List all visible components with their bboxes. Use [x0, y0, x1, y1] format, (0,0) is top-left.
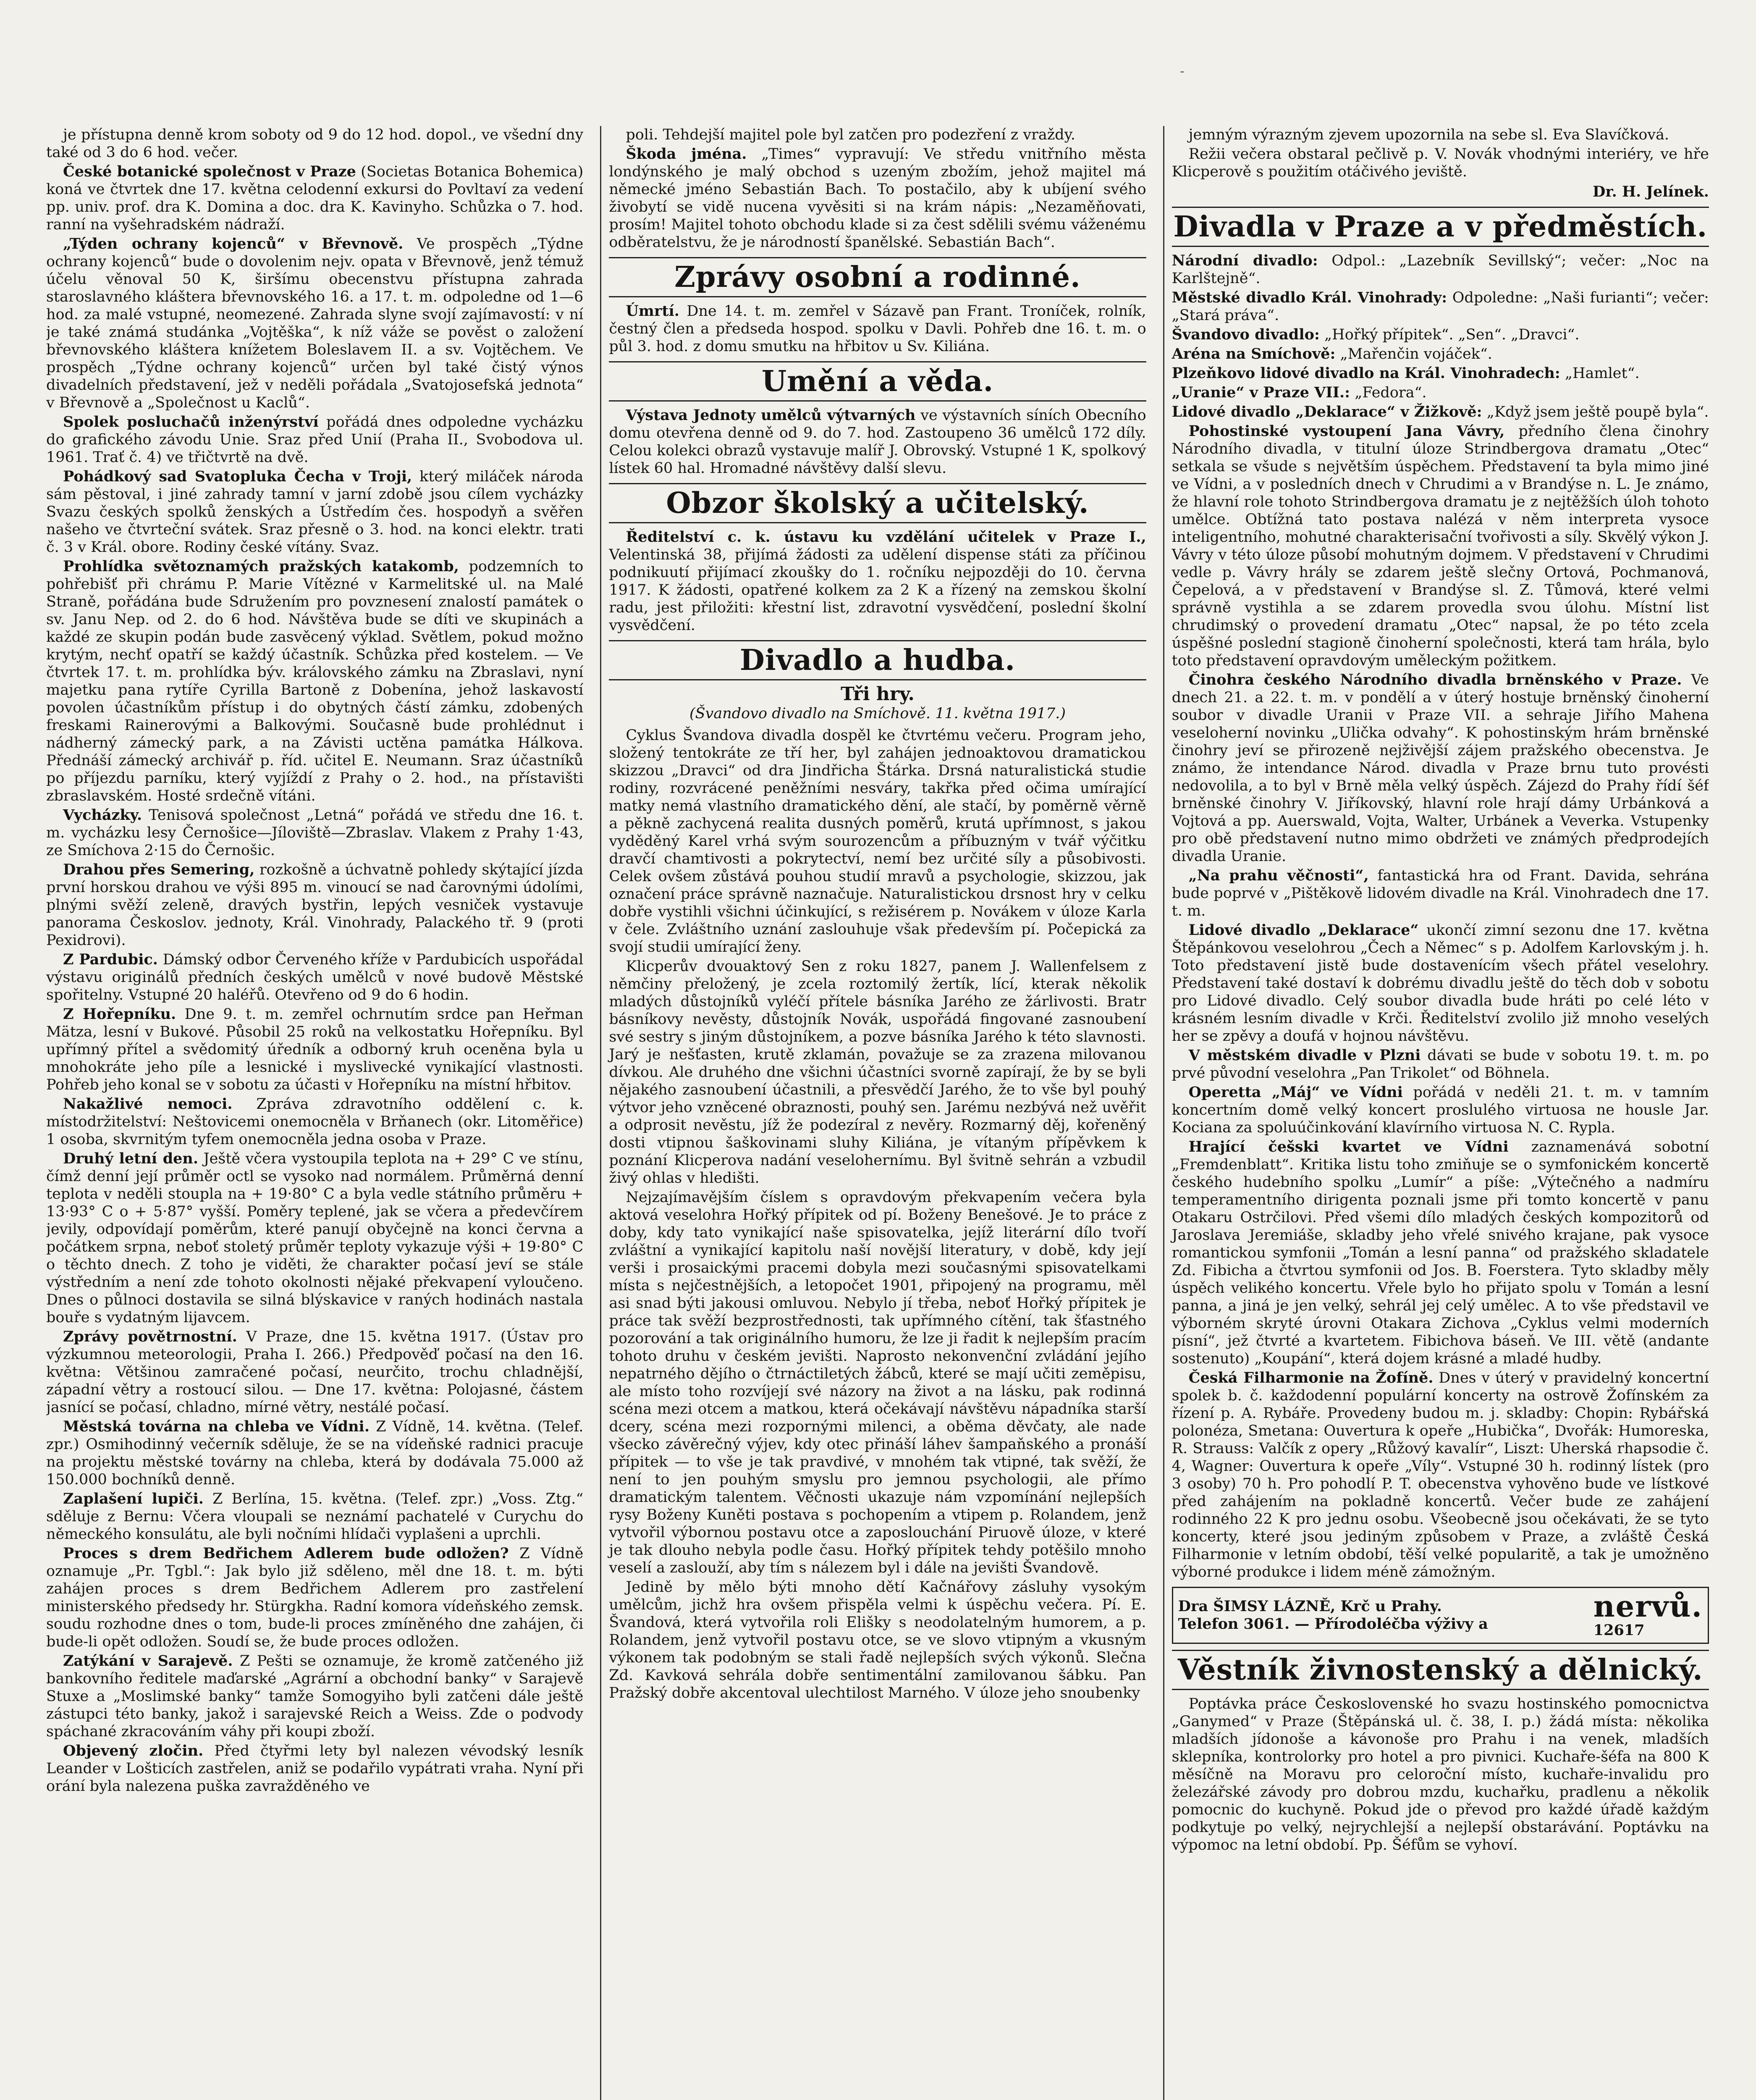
news-item	[609, 302, 1146, 355]
news-item	[46, 1742, 583, 1795]
item-text: předního člena činohry Národního divadla, v titulní úloze Strindbergova dramatu „Otec“ setkala se všude s největším úspěchem. Představení ta byla mimo jiné ve Vídni, a v posledních dnech v Chrudimi a v Brandýse n. L. Je známo, že hlavní role tohoto Strindbergova dramatu je z nejtěžších úloh tohoto umělce. Obtížná tato postava nalézá v něm interpreta vysoce inteligentního, mohutné charakterisační tvořivosti a síly. Skvělý výkon J. Vávry v této úloze působí mohutným dojmem. V představení v Chrudimi vedle p. Vávry hrály se zdarem ještě slečny Ortová, Pochmanová, Čepelová, a v představení v Brandýse sl. Z. Tůmová, které velmi správně vystihla a se zdarem provedla svou úlohu. Místní list chrudimský o provedení dramatu „Otec“ napsal, že po této zcela úspěšné poslední stagioně činoherní společnosti, která tam hrála, bylo toto představení opravdovým uměleckým požitkem.	[1172, 423, 1709, 669]
item-text: „Hamlet“.	[1565, 365, 1640, 382]
news-item	[1172, 145, 1709, 181]
item-lead: Zatýkání v Sarajevě.	[63, 1652, 233, 1670]
news-item	[1172, 671, 1709, 865]
news-item	[1172, 289, 1709, 324]
theatre-listing	[1172, 252, 1709, 421]
item-text: Před čtyřmi lety byl nalezen vévodský lesník Leander v Lošticích zastřelen, aniž se podařilo vypátrati vraha. Nyní při orání byla nalezena puška zavražděného ve	[46, 1743, 584, 1795]
news-item	[1172, 1138, 1709, 1368]
item-text: Poptávka práce Československé ho svazu hostinského pomocnictva „Ganymed“ v Praze (Štěpánská ul. č. 38, I. p.) žádá místa: několika mladších jídonoše a kávonoše pro Prahu i na venek, mladších sklepníka, kontrolorky pro hotel a pro pivnici. Kuchaře-šéfa na 800 K měsíčně na Moravu pro celoroční místo, kuchaře-invalidu pro železářské závody pro dobrou mzdu, kuchařku, pradlenu a několik pomocnic do kuchyně. Pokud jde o převod pro každé úřadě každým podkytuje po velký, nejrychlejší a nejlepší obstarávání. Poptávku na výpomoc na letní období. Pp. Šéfům se vyhoví.	[1172, 1696, 1709, 1853]
section-heading-school: Obzor školský a učitelský.	[609, 483, 1146, 523]
news-item	[1172, 1084, 1709, 1137]
item-lead: Zaplašení lupiči.	[63, 1490, 204, 1507]
item-text: Zpráva zdravotního oddělení c. k. místodržitelství: Neštovicemi onemocněla v Brňanech (okr. Litoměřice) 1 osoba, skvrnitým tyfem onemocněla jedna osoba v Praze.	[46, 1096, 584, 1148]
section-heading-personal: Zprávy osobní a rodinné.	[609, 257, 1146, 297]
item-text: jemným výrazným zjevem upozornila na sebe sl. Eva Slavíčková.	[1188, 126, 1670, 143]
item-lead: Aréna na Smíchově:	[1172, 345, 1336, 362]
ad-headline: nervů.	[1593, 1589, 1703, 1624]
item-lead: Národní divadlo:	[1172, 252, 1318, 269]
news-item	[1172, 403, 1709, 421]
item-lead: „Uranie“ v Praze VII.:	[1172, 384, 1350, 401]
item-text: „Fedora“.	[1355, 384, 1427, 401]
item-text: Dne 9. t. m. zemřel ochrnutím srdce pan Heřman Mätza, lesní v Bukové. Působil 25 roků na velkostatku Hořepníku. Byl upřímný přítel a svědomitý úředník a odborný kruh oceněna byla u mnohokráte jeho píle a lesnické i myslivecké vynikající vlastnosti. Pohřeb jeho konal se v sobotu za účasti v Hořepníku na místní hřbitov.	[46, 1006, 584, 1093]
advertisement-box	[1172, 1587, 1709, 1644]
item-lead: Druhý letní den.	[63, 1150, 199, 1167]
item-text: pořádá v neděli 21. t. m. v tamním koncertním domě velký koncert proslulého virtuosa ne housle Jar. Kociana za spoluúčinkování klavírního virtuosa N. C. Rypla.	[1172, 1084, 1709, 1136]
item-text: Z Vídně, 14. května. (Telef. zpr.) Osmihodinný večerník sděluje, že se na vídeňské radnici pracuje na projektu městské továrny na chleba, která by dodávala 75.000 až 150.000 bochníků denně.	[46, 1418, 584, 1488]
item-text: Ve dnech 21. a 22. t. m. v pondělí a v úterý hostuje brněnský činoherní soubor v divadle Uranii v Praze VII. a sehraje Jiřího Mahena veseloherní novinku „Ulička odvahy“. K pohostinským hrám brněnské činohry jeví se přirozeně nejživější zájem pražského obecenstva. Je známo, že intendance Národ. divadla v Praze brnu tuto provésti nedovolila, a to byl v Brně měla velký úspěch. Zájezd do Prahy řídí šéf brněnské činohry V. Jiříkovský, hlavní role hrají dámy Urbánková a Vojtová a pp. Auerswald, Vojta, Walter, Urbánek a Veverka. Vstupenky pro obě představení nutno mimo obdržeti ve známých předprodejích divadla Uranie.	[1172, 672, 1709, 865]
item-lead: Hrající češski kvartet ve Vídni	[1188, 1138, 1509, 1155]
news-item	[1172, 252, 1709, 287]
item-lead: Proces s drem Bedřichem Adlerem bude odložen?	[63, 1545, 509, 1562]
news-item	[46, 468, 583, 556]
news-item	[1172, 423, 1709, 669]
item-text: Velentinská 38, přijímá žádosti za udělení dispense státi za příčinou podnikuutí přijímací zkoušky do 1. ročníku nejpozději do 10. června 1917. K žádosti, opatřené kolkem za 2 K a řízený na zemskou školní radu, jest přiložiti: křestní list, zdravotní vysvědčení, poslední školní vysvědčení.	[609, 546, 1146, 634]
news-item	[46, 1652, 583, 1740]
review-paragraph: Nejzajímavějším číslem s opravdovým překvapením večera byla aktová veselohra Hořký přípitek od pí. Boženy Benešové. Je to práce z doby, kdy tato vynikající naše spisovatelka, jejíž literární dílo tvoří zvláštní a vynikající kapitolu naší novější literatury, v době, kdy její verši i prosaickými pracemi dobyla mezi současnými spisovatelkami místa s nejčestnějších, a letopočet 1901, připojený na programu, měl asi snad býti jakousi omluvou. Nebylo jí třeba, neboť Hořký přípitek je práce tak svěží bezprostřednosti, tak upřímného cítění, tak šťastného pozorování a tak originálního humoru, že lze ji řadit k nejlepším pracím tohoto druhu v českém jevišti. Naprosto nekonvenční zvládání jejího nepatrného dějího o čtrnáctiletých žábců, které se mají učiti zeměpisu, ale místo toho rozvíjejí své názory na život a na lásku, pak rodinná scéna mezi otcem a matkou, která očekávají návštěvu nápadníka starší dcery, scéna mezi rozpornými milenci, a oběma děvčaty, ale nade všecko závěrečný výjev, kdy otec přináší láhev šampaňského a pronáší přípitek — to vše je tak pravdivé, v mnohém tak vtipné, tak svěží, že není to jen pouhým smyslu pro jemnou psychologii, ale přímo dramatickým talentem. Věčnosti ukazuje nám vzpomínání nejlepších rysy Boženy Kuněti postava s pochopením a vtipem p. Rolandem, jenž vytvořil výbornou postavu otce a zaposlouchání Piruově úloze, v které je tak dlouho nebyla podle času. Hořký přípitek tehdy potěšilo mnoho veselí a zaslouží, aby tím s nálezem byl i dále na jevišti Švandově.	[609, 1189, 1146, 1576]
item-text: V Praze, dne 15. května 1917. (Ústav pro výzkumnou meteorologii, Praha I. 266.) Předpověď počasí na den 16. května: Většinou zamračené počasí, neurčito, trochu chladnější, západní větry a rostoucí silou. — Dne 17. května: Polojasné, částem jasnící se počasí, chladno, mírné větry, nestálé počasí.	[46, 1328, 584, 1416]
news-item	[609, 126, 1146, 144]
item-lead: Vycházky.	[63, 806, 142, 824]
item-text: rozkošně a úchvatně pohledy skýtající jízda první horskou drahou ve výši 895 m. vinoucí se nad čarovnými údolími, plnými svěží zeleně, dravých bystřin, lepých vesniček vystavuje panorama Českoslov. jednoty, Král. Vinohrady, Palackého tř. 9 (proti Pexidrovi).	[46, 861, 584, 949]
item-lead: Městské divadlo Král. Vinohrady:	[1172, 289, 1447, 306]
review-subtitle: (Švandovo divadlo na Smíchově. 11. května 1917.)	[689, 705, 1066, 722]
review-paragraph: Cyklus Švandova divadla dospěl ke čtvrtému večeru. Program jeho, složený tentokráte ze tří her, byl zahájen jednoaktovou dramatickou skizzou „Dravci“ od dra Jindřicha Štárka. Drsná naturalistická studie rodiny, rozvrácené peněžními nesváry, takřka před očima umírající matky nemá vlastního dramatického dění, ale stačí, by poměrně věrně a pěkně zachycená realita dusných poměrů, krutá upřímnost, s jakou vyděděný Karel vrhá svým sourozencům a příbuzným v tvář výčitku dravčí chamtivosti a pokrytectví, nemí bez určité síly a působivosti. Celek ovšem zůstává pouhou studií mravů a psychologie, skizzou, jak označení práce správně naznačuje. Naturalistickou drsnost hry v celku dobře vystihli všichni účinkující, s režisérem p. Novákem v úloze Karla v čele. Zvláštního uznání zaslouhuje však především pí. Počepická za svojí studii umírající ženy.	[609, 727, 1146, 956]
item-text: Ve prospěch „Týdne ochrany kojenců“ bude o dovolenim nejv. opata v Břevnově, jenž témuž účelu věnoval 50 K, širšímu obecenstvu přístupna zahrada staroslavného kláštera břevnovského 16. a 17. t. m. odpoledne od 1—6 hod. za malé vstupné, neomezené. Zahrada slyne svojí zajímavostí: v ní je také známá studánka „Vojtěška“, k níž váže se pověst o založení břevnovského kláštera knížetem Boleslavem II. a sv. Vojtěchem. Ve prospěch „Týdne ochrany kojenců“ určen byl také čistý výnos divadelních představení, jež v neděli pořádala „Svatojosefská jednota“ v Břevnově a „Společnost u Kaclů“.	[46, 236, 584, 411]
column-middle	[600, 126, 1146, 2100]
item-lead: Švandovo divadlo:	[1172, 326, 1320, 343]
item-text: Režii večera obstaral pečlivě p. V. Novák vhodnými interiéry, ve hře Klicperově s použitím otáčivého jeviště.	[1172, 146, 1709, 180]
ad-right	[1594, 1591, 1703, 1639]
item-lead: „Týden ochrany kojenců“ v Břevnově.	[63, 235, 404, 252]
item-lead: V městském divadle v Plzni	[1188, 1047, 1421, 1064]
news-item	[46, 951, 583, 1004]
item-text: (Societas Botanica Bohemica) koná ve čtvrtek dne 17. května celodenní exkursi do Povltaví za vedení pp. univ. prof. dra K. Domina a doc. dra K. Kavinyho. Schůzka o 7. hod. ranní na vyšehradském nádraží.	[46, 163, 584, 233]
item-lead: České botanické společnost v Praze	[63, 163, 356, 180]
ad-text	[1178, 1598, 1488, 1633]
news-item	[1172, 1369, 1709, 1581]
section-heading-theatre: Divadlo a hudba.	[609, 640, 1146, 680]
item-text: „Times“ vypravují: Ve středu vnitřního města londýnského je malý obchod s uzeným zbožím, jehož majitel má německé jméno Sebastián Bach. To postačilo, aby k ubíjení svého živobytí se vidě nucena vyvěsiti si na krám nápis: „Nezaměňovati, prosím! Majitel tohoto obchodu klade si za čest sdělili svému váženému odběratelstvu, že je národností španělské. Sebastián Bach“.	[609, 146, 1146, 251]
news-item	[1172, 345, 1709, 363]
item-lead: Pohádkový sad Svatopluka Čecha v Troji,	[63, 468, 412, 485]
review-title: Tři hry.	[841, 683, 915, 705]
item-text: „Hořký přípitek“. „Sen“. „Dravci“.	[1324, 326, 1580, 343]
item-text: Odpol.: „Lazebník Sevillský“; večer: „Noc na Karlštejně“.	[1172, 252, 1709, 287]
news-item	[609, 145, 1146, 251]
page-mark: -	[1180, 63, 1185, 79]
item-lead: Drahou přes Semering,	[63, 861, 255, 878]
news-item	[46, 1545, 583, 1651]
review-paragraph: Klicperův dvouaktový Sen z roku 1827, panem J. Wallenfelsem z němčiny přeložený, je zcela roztomilý žertík, lící, kterak několik mladých důstojníků vyléčí přítele básníka Jarého ze žárlivosti. Bratr básníkovy nevěsty, důstojník Novák, uspořádá fingované zasnoubení své sestry s jiným důstojníkem, a pozve básníka Jarého k této slavnosti. Jarý je nešťasten, krutě zklamán, považuje se za zrazena milovanou dívkou. Ale druhého dne všichni účastníci svorně zapírají, že by se byli nějakého zasnoubení účastnili, a přesvědčí Jarého, že to vše byl pouhý výtvor jeho vzněcené obraznosti, pouhý sen. Jarému nezbývá než uvěřit a odprosit nevěstu, jíž že podezíral z nevěry. Rozmarný děj, kořeněný dosti vtipnou šaškovinami sluhy Kiliána, je vítaným přípěvkem k poznání Klicperova nadání veselohernímu. Byl švitně sehrán a vzbudil živý ohlas v hledišti.	[609, 958, 1146, 1186]
item-lead: Ředitelství c. k. ústavu ku vzdělání učitelek v Praze I.,	[626, 528, 1146, 546]
item-lead: Plzeňkovo lidové divadlo na Král. Vinohradech:	[1172, 365, 1560, 382]
ad-code: 12617	[1593, 1622, 1645, 1639]
news-item	[1172, 921, 1709, 1045]
item-text: Z Vídně oznamuje „Pr. Tgbl.“: Jak bylo již sděleno, měl dne 18. t. m. býti zahájen proces s drem Bedřichem Adlerem pro zastřelení ministerského předsedy hr. Stürgkha. Radní komora vídeňského zemsk. soudu rozhodne dnes o tom, bude-li proces zmíněného dne zahájen, či bude-li opět odložen. Soudí se, že bude proces odložen.	[46, 1545, 584, 1650]
section-heading-art: Umění a věda.	[609, 361, 1146, 402]
news-item	[46, 558, 583, 805]
item-text: fantastická hra od Frant. Davida, sehrána bude poprvé v „Pištěkově lidovém divadle na Král. Vinohradech dne 17. t. m.	[1172, 867, 1709, 919]
ad-line-2: Telefon 3061. — Přírodoléčba výživy a	[1178, 1615, 1488, 1633]
item-lead: Činohra českého Národního divadla brněnského v Praze.	[1188, 671, 1682, 688]
item-lead: Z Hořepníku.	[63, 1005, 176, 1023]
section-heading-theatres-today: Divadla v Praze a v předměstích.	[1172, 207, 1709, 247]
item-lead: Městská továrna na chleba ve Vídni.	[63, 1418, 370, 1435]
item-text: podzemních to pohřebišť při chrámu P. Marie Vítězné v Karmelitské ul. na Malé Straně, pořádána bude Sdružením pro povznesení znalostí památek o sv. Janu Nep. od 2. do 6 hod. Návštěva bude se díti ve skupinách a každé ze skupin podán bude zasvěcený výklad. Světlem, pokud možno krytým, nechť opatří se každý účastník. Schůzka před kostelem. — Ve čtvrtek 17. t. m. prohlídka býv. královského zámku na Zbraslavi, nyní majetku pana rytíře Cyrilla Bartoně z Dobenína, jehož laskavostí povolen účastníkům přístup i do obytných částí zámku, zdobených freskami Rainerovými a Balkovými. Současně bude prohlédnut i nádherný zámecký park, a na Závisti uctěna památka Hálkova. Přednáší zámecký archivář p. říd. učitel E. Neumann. Sraz účastníků po příjezdu parníku, který vyjíždí z Prahy o 2. hod., na přístavišti zbraslavském. Hosté srdečně vítáni.	[46, 558, 584, 804]
column-right	[1163, 126, 1709, 2100]
item-text: Tenisová společnost „Letná“ pořádá ve středu dne 16. t. m. vycházku lesy Černošice—Jíloviště—Zbraslav. Vlakem z Prahy 1·43, ze Smíchova 2·15 do Černošic.	[46, 807, 584, 859]
item-text: Z Berlína, 15. května. (Telef. zpr.) „Voss. Ztg.“ sděluje z Bernu: Včera vloupali se neznámí pachatelé v Curychu do německého konsulátu, ale byli nočními hlídači vyplašeni a uprchli.	[46, 1491, 584, 1543]
news-item	[46, 1150, 583, 1326]
news-item	[1172, 867, 1709, 920]
item-text: „Když jsem ještě poupě byla“.	[1486, 404, 1709, 420]
item-lead: Spolek posluchačů inženýrství	[63, 413, 319, 430]
newspaper-page	[46, 126, 1709, 2100]
item-lead: Objevený zločin.	[63, 1742, 204, 1759]
item-text: Ještě včera vystoupila teplota na + 29° C ve stínu, čímž denní její průměr octl se vysoko nad normálem. Průměrná denní teplota v neděli stoupla na + 19·80° C a byla vedle státního průměru + 13·93° C o + 5·87° vyšší. Poměry teplené, jak se včera a předevčírem jevily, odpovídají poměrům, které panují obyčejně na konci června a počátkem srpna, neboť stoletý průměr teploty vykazuje výši + 19·80° C o těchto dnech. Z toho je viděti, že charakter počasí jeví se stále výstředním a není zde tohoto okolnosti nějaké překvapení vyloučeno. Dnes o půlnoci dostavila se silná blýskavice v raných hodinách nastala bouře s vydatným lijavcem.	[46, 1150, 584, 1326]
item-lead: Nakažlivé nemoci.	[63, 1095, 233, 1113]
news-item	[1172, 1695, 1709, 1854]
news-item	[46, 235, 583, 412]
news-item	[46, 413, 583, 466]
item-text: „Mařenčin vojáček“.	[1340, 346, 1492, 362]
news-item	[1172, 126, 1709, 144]
column-left	[46, 126, 583, 2100]
item-lead: Úmrtí.	[626, 302, 679, 320]
item-text: ve výstavních síních Obecního domu otevřena denně od 9. do 7. hod. Zastoupeno 36 umělců 172 díly. Celou kolekci obrazů vystavuje malíř J. Obrovský. Vstupné 1 K, spolkový lístek 60 hal. Hromadné návštěvy další slevu.	[609, 407, 1146, 477]
item-text: ukončí zimní sezonu dne 17. května Štěpánkovou veselohrou „Čech a Němec“ s p. Adolfem Karlovským j. h. Toto představení jistě bude dostavenícím všech přátel veselohry. Představení také dostaví k dobrému divadlu ještě do těch dob v sobotu pro Lidové divadlo. Celý soubor divadla bude hráti po celé léto v krásném lesním divadle v Krči. Ředitelství zvolilo již mnoho veselých her se zpěvy a doufá v hojnou návštěvu.	[1172, 922, 1709, 1045]
ad-line-1: Dra ŠIMSY LÁZNĚ, Krč u Prahy.	[1178, 1598, 1442, 1615]
item-text: dávati se bude v sobotu 19. t. m. po prvé původní veselohra „Pan Trikolet“ od Böhnela.	[1172, 1047, 1709, 1082]
item-text: který miláček národa sám pěstoval, i jiné zahrady tamní v jarní zdobě jsou cílem vycházky Svazu českých spolků ženských a Ústředím čes. hospodyň a svěřen našeho ve čtvrteční svátek. Sraz přesně o 3. hod. na konci elektr. trati č. 3 v Král. obore. Rodiny české vítány. Svaz.	[46, 468, 584, 556]
news-item	[46, 1490, 583, 1543]
item-text: Odpoledne: „Naši furianti“; večer: „Stará práva“.	[1172, 289, 1709, 324]
news-item	[46, 126, 583, 161]
item-lead: Výstava Jednoty umělců výtvarných	[626, 407, 916, 424]
item-lead: Zprávy povětrnostní.	[63, 1328, 237, 1345]
item-text: je přístupna denně krom soboty od 9 do 12 hod. dopol., ve všední dny také od 3 do 6 hod. večer.	[46, 126, 584, 161]
item-lead: Škoda jména.	[626, 145, 747, 163]
news-item	[46, 1005, 583, 1094]
item-lead: Lidové divadlo „Deklarace“ v Žižkově:	[1172, 403, 1482, 420]
news-item	[609, 528, 1146, 634]
item-text: Dámský odbor Červeného kříže v Pardubicích uspořádal výstavu originálů předních českých umělců v nové budově Městské spořitelny. Vstupné 20 haléřů. Otevřeno od 9 do 6 hodin.	[46, 951, 584, 1003]
news-item	[46, 1418, 583, 1488]
news-item	[1172, 1047, 1709, 1082]
review-signature: Dr. H. Jelínek.	[1593, 183, 1709, 200]
news-item	[46, 861, 583, 949]
item-lead: Pohostinské vystoupení Jana Vávry,	[1188, 423, 1505, 440]
item-lead: Prohlídka světoznamých pražských katakomb,	[63, 558, 459, 575]
news-item	[46, 1328, 583, 1416]
news-item	[1172, 384, 1709, 402]
item-text: Dnes v úterý v pravidelný koncertní spolek b. č. každodenní populární koncerty na ostrově Žofínském za řízení p. A. Rybáře. Provedeny budou m. j. skladby: Chopin: Rybářská polonéza, Smetana: Ouvertura k opeře „Hubička“, Dvořák: Humoreska, R. Strauss: Valčík z opery „Růžový kavalír“, Liszt: Uherská rhapsodie č. 4, Wagner: Ouvertura k opeře „Víly“. Vstupné 30 h. rodinný lístek (pro 3 osoby) 70 h. Pro pohodlí P. T. obecenstva vyhověno bude ve lístkové před zahájením na pokladně koncertů. Večer bude ze zahájení rodinného 22 K pro jednu osobu. Všeobecně jsou očekávati, že se tyto koncerty, které jsou jediným způsobem v Praze, a zvláště Česká Filharmonie v letním období, těší velké popularitě, a tak je umožněno výborné produkce i lidem méně zámožným.	[1172, 1370, 1709, 1580]
section-heading-trade: Věstník živnostenský a dělnický.	[1172, 1650, 1709, 1690]
news-item	[609, 407, 1146, 477]
item-lead: Česká Filharmonie na Žofíně.	[1188, 1369, 1434, 1386]
item-text: Z Pešti se oznamuje, že kromě zatčeného již bankovního ředitele maďarské „Agrární a obchodní banky“ v Sarajevě Stuxe a „Moslimské banky“ tamže Somogyiho byli zatčeni dále ještě zástupci této banky, jakož i sarajevské Reich a Weiss. Zde o podvody spáchané zkracováním váhy při koupi zboží.	[46, 1653, 584, 1740]
item-text: poli. Tehdejší majitel pole byl zatčen pro podezření z vraždy.	[626, 126, 1075, 143]
item-lead: „Na prahu věčnosti“,	[1188, 867, 1369, 884]
review-paragraph: Jedině by mělo býti mnoho dětí Kačnářovy zásluhy vysokým umělcům, jichž hra ovšem přispěla velmi k úspěchu večera. Pí. E. Švandová, která vytvořila roli Elišky s neodolatelným humorem, a p. Rolandem, jenž vytvořil postavu otce, se ve slovo vtipným a vkusným výkonem tak podobným se stali řadě nejlepších svých výkonů. Slečna Zd. Kavková sehrála dobře sentimentální zamilovanou šábku. Pan Pražský dobře akcentoval ulechtilost Marného. V úloze jeho snoubenky	[609, 1579, 1146, 1701]
item-lead: Z Pardubic.	[63, 951, 158, 968]
item-text: pořádá dnes odpoledne vycházku do grafického závodu Unie. Sraz před Unií (Praha II., Svobodova ul. 1961. Trať č. 4) ve třičtvrtě na dvě.	[46, 414, 584, 466]
item-text: Dne 14. t. m. zemřel v Sázavě pan Frant. Troníček, rolník, čestný člen a předseda hospod. spolku v Davli. Pohřeb dne 16. t. m. o půl 3. hod. z domu smutku na hřbitov u Sv. Kiliána.	[609, 303, 1146, 355]
news-item	[1172, 326, 1709, 344]
news-item	[1172, 365, 1709, 382]
news-item	[46, 806, 583, 859]
item-text: zaznamenává sobotní „Fremdenblatt“. Kritika listu toho zmiňuje se o symfonickém koncertě českého hudebního spolku „Lumír“ a píše: „Výtečného a nadmíru temperamentního dirigenta poznali jsme při tomto koncertě v panu Otakaru Ostrčilovi. Před všemi dílo mladých českých kompozitorů od Jaroslava Jeremiáše, skladby jeho vřelé snivého krajane, pak vysoce romantickou symfonii „Tomán a lesní panna“ od pražského skladatele Zd. Fibicha a čtvrtou symfonii od Jos. B. Foerstera. Tyto skladby měly úspěch velikého koncertu. Vřele bylo ho přijato spolu v Tomán a lesní panna, a jiná je jen velký, sehrál jej celý umělec. A to vše představil ve výborném skryté úrovni Otakara Zichova „Cyklus velmi moderních písní“, jež čtvrté a kvartetem. Fibichova báseň. Ve III. větě (andante sostenuto) „Koupání“, která dojem krásné a mladé hudby.	[1172, 1139, 1709, 1367]
news-item	[46, 163, 583, 234]
item-lead: Operetta „Máj“ ve Vídni	[1188, 1084, 1403, 1101]
news-item	[46, 1095, 583, 1148]
item-lead: Lidové divadlo „Deklarace“	[1188, 921, 1419, 939]
